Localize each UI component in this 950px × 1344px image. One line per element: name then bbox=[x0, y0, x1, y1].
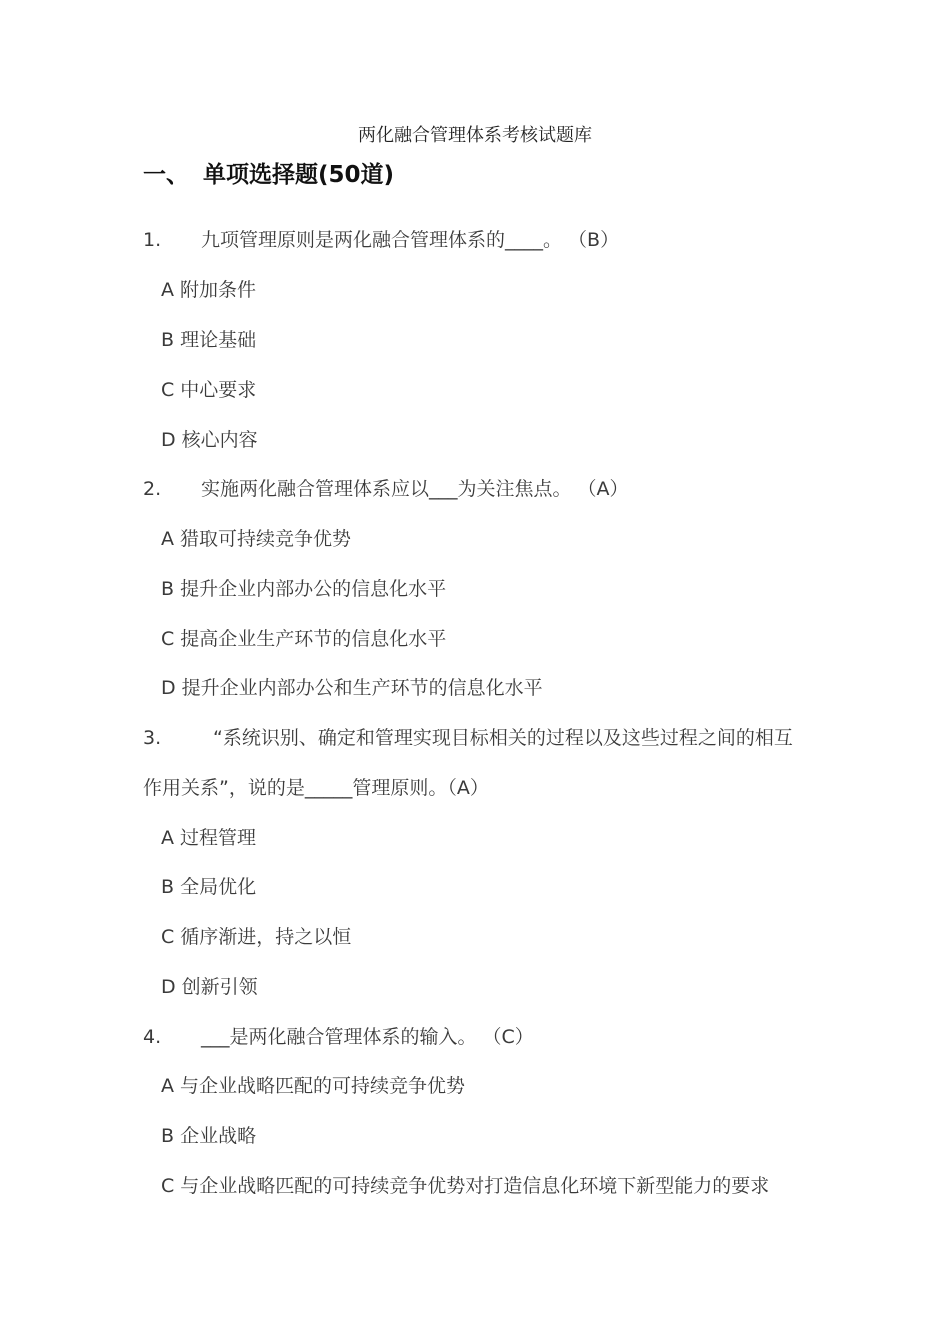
section-number: 一、 bbox=[143, 162, 189, 188]
question-text: 实施两化融合管理体系应以___为关注焦点。 （A） bbox=[201, 478, 629, 500]
option-b: B 理论基础 bbox=[161, 329, 257, 351]
question-number: 2. bbox=[143, 478, 162, 500]
option-c: C 与企业战略匹配的可持续竞争优势对打造信息化环境下新型能力的要求 bbox=[161, 1175, 770, 1197]
option-a: A 猎取可持续竞争优势 bbox=[161, 528, 352, 550]
option-c: C 提高企业生产环节的信息化水平 bbox=[161, 628, 447, 650]
question-text-continuation: 作用关系”，说的是_____管理原则。（A） bbox=[143, 777, 489, 799]
question-text: 九项管理原则是两化融合管理体系的____。 （B） bbox=[201, 229, 620, 251]
question-text: “系统识别、确定和管理实现目标相关的过程以及这些过程之间的相互 bbox=[213, 727, 793, 749]
option-d: D 核心内容 bbox=[161, 429, 258, 451]
question-number: 1. bbox=[143, 229, 162, 251]
option-b: B 提升企业内部办公的信息化水平 bbox=[161, 578, 447, 600]
option-c: C 循序渐进，持之以恒 bbox=[161, 926, 352, 948]
document-title: 两化融合管理体系考核试题库 bbox=[358, 125, 592, 146]
option-c: C 中心要求 bbox=[161, 379, 257, 401]
question-text: ___是两化融合管理体系的输入。 （C） bbox=[201, 1026, 534, 1048]
section-heading bbox=[143, 160, 394, 190]
option-b: B 企业战略 bbox=[161, 1125, 257, 1147]
option-a: A 附加条件 bbox=[161, 279, 257, 301]
option-b: B 全局优化 bbox=[161, 876, 257, 898]
option-d: D 创新引领 bbox=[161, 976, 258, 998]
question-number: 3. bbox=[143, 727, 162, 749]
option-a: A 与企业战略匹配的可持续竞争优势 bbox=[161, 1075, 466, 1097]
option-a: A 过程管理 bbox=[161, 827, 257, 849]
section-title: 单项选择题(50道) bbox=[203, 162, 395, 188]
question-number: 4. bbox=[143, 1026, 162, 1048]
option-d: D 提升企业内部办公和生产环节的信息化水平 bbox=[161, 677, 543, 699]
